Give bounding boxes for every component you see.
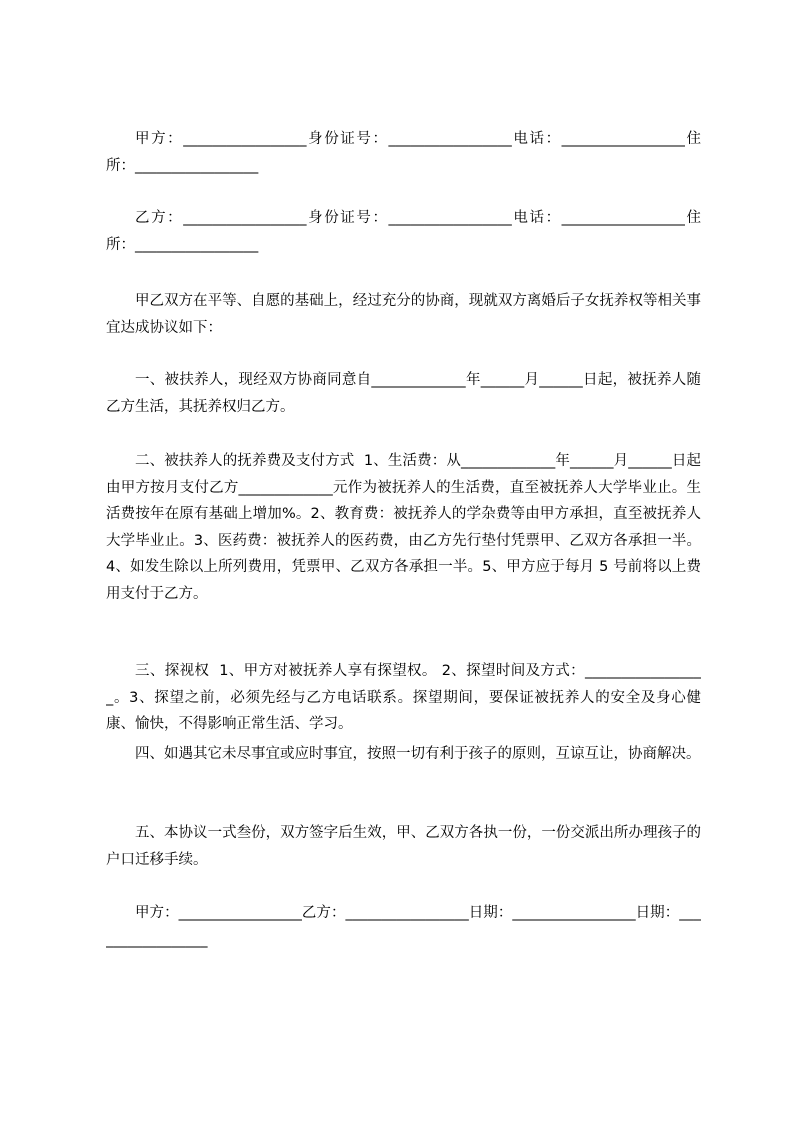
clause-other-matters: 四、如遇其它未尽事宜或应时事宜，按照一切有利于孩子的原则，互谅互让，协商解决。 xyxy=(135,746,701,762)
preamble-paragraph: 甲乙双方在平等、自愿的基础上，经过充分的协商，现就双方离婚后子女抚养权等相关事宜达成协议如下： xyxy=(106,293,701,336)
party-a-info: 甲方：_________________身份证号：_________________电话：_________________住所：_________________ xyxy=(106,131,701,174)
signature-block: 甲方：_________________乙方：_________________日期：_________________日期：_________________ xyxy=(106,905,701,948)
party-b-info: 乙方：_________________身份证号：_________________电话：_________________住所：_________________ xyxy=(106,210,701,253)
clause-custody: 一、被扶养人，现经双方协商同意自_____________年______月______日起，被抚养人随乙方生活，其抚养权归乙方。 xyxy=(106,372,701,415)
clause-copies: 五、本协议一式叁份，双方签字后生效，甲、乙双方各执一份，一份交派出所办理孩子的户口迁移手续。 xyxy=(106,825,701,868)
clause-visitation: 三、探视权 1、甲方对被抚养人享有探望权。 2、探望时间及方式：_________________。3、探望之前，必须先经与乙方电话联系。探望期间，要保证被抚养人的安全及身心健康、愉快，不得影响正常生活、学习。 xyxy=(106,663,701,732)
clause-support-payment: 二、被扶养人的抚养费及支付方式 1、生活费：从_____________年______月______日起由甲方按月支付乙方_____________元作为被抚养人的生活费，直至被抚养人大学毕业止。生活费按年在原有基础上增加%。2、教育费：被抚养人的学杂费等由甲方承担，直至被抚养人大学毕业止。3、医药费：被抚养人的医药费，由乙方先行垫付凭票甲、乙双方各承担一半。4、如发生除以上所列费用，凭票甲、乙双方各承担一半。5、甲方应于每月 5 号前将以上费用支付于乙方。 xyxy=(106,453,701,602)
